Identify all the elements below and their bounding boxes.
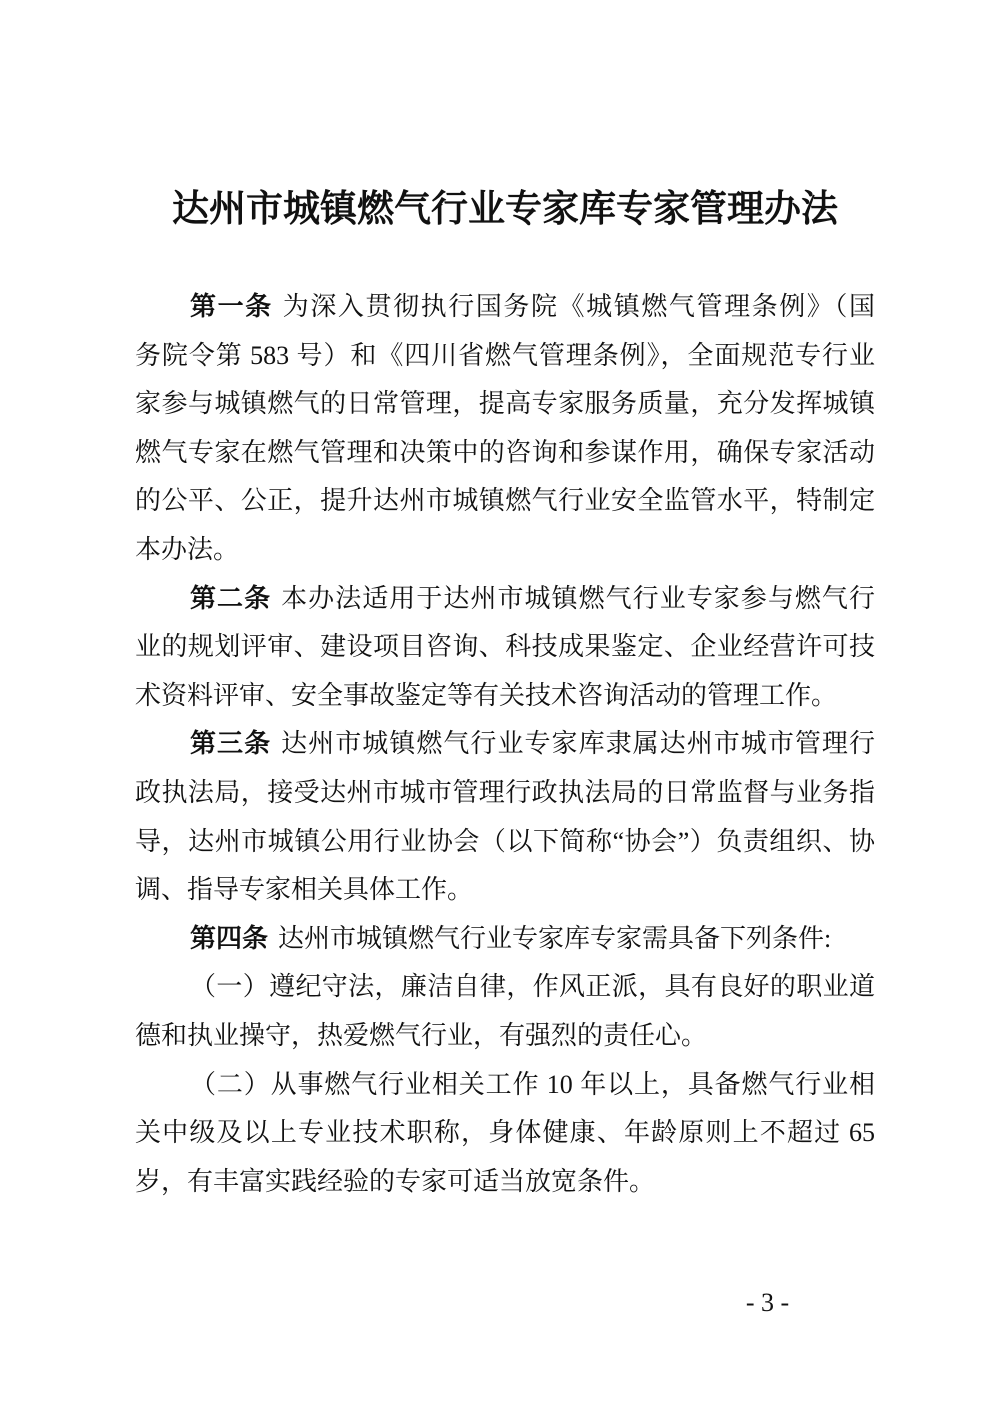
text-line bbox=[135, 575, 875, 624]
document-body bbox=[135, 283, 875, 1206]
text-line: 燃气专家在燃气管理和决策中的咨询和参谋作用，确保专家活动 bbox=[135, 437, 875, 467]
article-heading: 第三条 bbox=[190, 729, 272, 759]
text-line: 导，达州市城镇公用行业协会（以下简称“协会”）负责组织、协 bbox=[135, 826, 875, 856]
text-line: 家参与城镇燃气的日常管理，提高专家服务质量，充分发挥城镇 bbox=[135, 389, 875, 419]
text-line: 术资料评审、安全事故鉴定等有关技术咨询活动的管理工作。 bbox=[135, 680, 838, 710]
line-text: 达州市城镇燃气行业专家库隶属达州市城市管理行 bbox=[281, 729, 875, 759]
text-line: 务院令第 583 号）和《四川省燃气管理条例》，全面规范专行业 bbox=[135, 340, 875, 370]
condition-item-1 bbox=[135, 963, 875, 1060]
text-line: 调、指导专家相关具体工作。 bbox=[135, 875, 474, 905]
text-line: （一）遵纪守法，廉洁自律，作风正派，具有良好的职业道 bbox=[190, 972, 875, 1002]
article-2 bbox=[135, 575, 875, 721]
line-text: 本办法适用于达州市城镇燃气行业专家参与燃气行 bbox=[281, 583, 875, 613]
text-line: 本办法。 bbox=[135, 534, 240, 564]
text-line: 德和执业操守，热爱燃气行业，有强烈的责任心。 bbox=[135, 1020, 708, 1050]
article-heading: 第一条 bbox=[190, 292, 273, 321]
text-line: 岁，有丰富实践经验的专家可适当放宽条件。 bbox=[135, 1166, 656, 1196]
text-line: 的公平、公正，提升达州市城镇燃气行业安全监管水平，特制定 bbox=[135, 486, 875, 516]
text-line bbox=[135, 283, 875, 332]
text-line: 政执法局，接受达州市城市管理行政执法局的日常监督与业务指 bbox=[135, 777, 875, 807]
article-heading: 第四条 bbox=[190, 923, 269, 953]
text-line: 关中级及以上专业技术职称，身体健康、年龄原则上不超过 65 bbox=[135, 1118, 875, 1148]
text-line: 业的规划评审、建设项目咨询、科技成果鉴定、企业经营许可技 bbox=[135, 632, 875, 662]
page-number: - 3 - bbox=[745, 1288, 790, 1317]
article-1 bbox=[135, 283, 875, 575]
line-text: 为深入贯彻执行国务院《城镇燃气管理条例》（国 bbox=[282, 292, 875, 321]
article-4 bbox=[135, 915, 875, 964]
text-line bbox=[135, 720, 875, 769]
article-heading: 第二条 bbox=[190, 583, 272, 613]
condition-item-2 bbox=[135, 1061, 875, 1207]
line-text: 达州市城镇燃气行业专家库专家需具备下列条件: bbox=[278, 923, 832, 953]
article-3 bbox=[135, 720, 875, 914]
text-line: （二）从事燃气行业相关工作 10 年以上，具备燃气行业相 bbox=[190, 1069, 875, 1099]
text-line bbox=[135, 915, 875, 964]
document-title: 达州市城镇燃气行业专家库专家管理办法 bbox=[172, 189, 838, 230]
